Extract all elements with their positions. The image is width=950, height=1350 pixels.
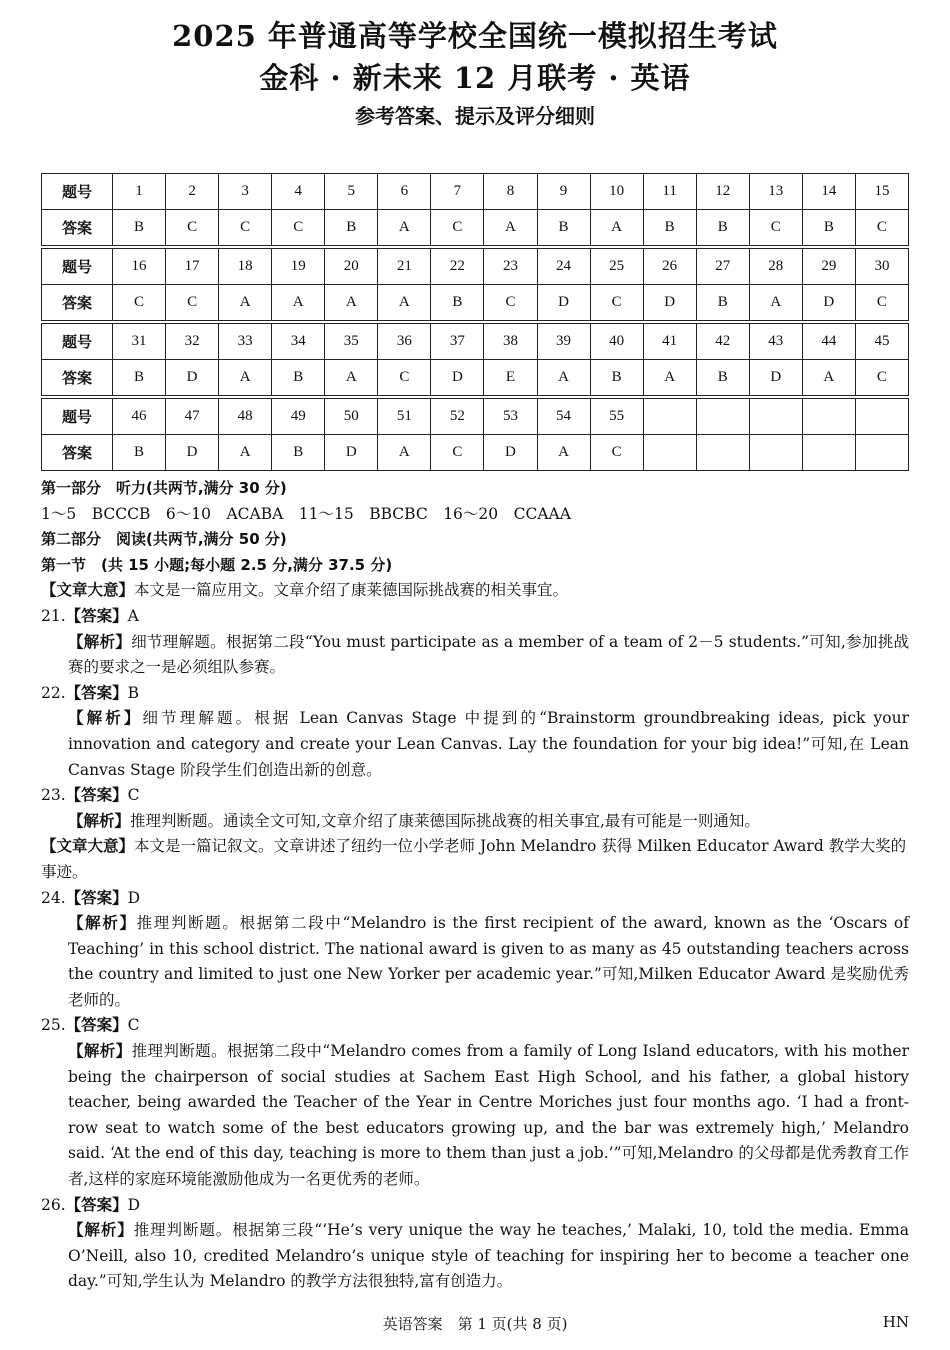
answer-cell: D xyxy=(166,360,219,398)
analysis-label: 【解析】 xyxy=(68,1221,134,1240)
answer-cell: C xyxy=(378,360,431,398)
question-number-cell: 24 xyxy=(537,247,590,285)
q26-analysis xyxy=(41,1218,909,1295)
answer-cell: D xyxy=(325,435,378,471)
q-number: 21. xyxy=(41,606,66,625)
analysis-label: 【解析】 xyxy=(68,709,143,728)
analysis-text: 推理判断题。根据第二段中“Melandro is the first recipient of the award, known as the ‘Oscars of Teaching’ in this school district. The national award is given to as many as 45 outstanding teachers across the country and limited to just one New Yorker per academic year.”可知,Milken Educator Award 是奖励优秀老师的。 xyxy=(68,914,909,1009)
answer-label: 【答案】 xyxy=(65,683,128,702)
answer-cell: B xyxy=(113,360,166,398)
answer-label: 【答案】 xyxy=(65,786,128,805)
answer-value: C xyxy=(127,1016,140,1035)
answer-cell: D xyxy=(431,360,484,398)
summary-text: 本文是一篇应用文。文章介绍了康莱德国际挑战赛的相关事宜。 xyxy=(134,581,569,600)
summary-text: 本文是一篇记叙文。文章讲述了纽约一位小学老师 John Melandro 获得 Milken Educator Award 教学大奖的事迹。 xyxy=(41,837,907,881)
question-number-cell: 32 xyxy=(166,322,219,360)
question-number-cell: 50 xyxy=(325,397,378,435)
answer-cell: C xyxy=(219,210,272,248)
question-number-cell: 35 xyxy=(325,322,378,360)
q22-answer xyxy=(41,681,909,707)
question-number-label: 题号 xyxy=(42,174,113,210)
answer-cell: A xyxy=(219,435,272,471)
answer-cell: A xyxy=(590,210,643,248)
answer-cell: B xyxy=(802,210,855,248)
question-number-cell: 25 xyxy=(590,247,643,285)
answer-cell: A xyxy=(537,435,590,471)
question-number-cell: 6 xyxy=(378,174,431,210)
answer-cell: D xyxy=(643,285,696,323)
answer-cell: B xyxy=(272,435,325,471)
question-number-cell: 53 xyxy=(484,397,537,435)
region-code: HN xyxy=(882,1313,909,1331)
question-number-cell: 13 xyxy=(749,174,802,210)
answer-cell: C xyxy=(272,210,325,248)
q-number: 24. xyxy=(41,888,66,907)
answer-cell: D xyxy=(484,435,537,471)
answer-cell: C xyxy=(484,285,537,323)
q-number: 26. xyxy=(41,1195,66,1214)
question-number-cell: 40 xyxy=(590,322,643,360)
analysis-label: 【解析】 xyxy=(68,811,131,830)
answer-label: 【答案】 xyxy=(65,1016,128,1035)
question-number-label: 题号 xyxy=(42,322,113,360)
question-number-cell: 29 xyxy=(802,247,855,285)
question-number-cell: 20 xyxy=(325,247,378,285)
exam-subtitle: 金科 · 新未来 12 月联考 · 英语 xyxy=(259,61,691,95)
analysis-text: 细节理解题。根据第二段“You must participate as a member of a team of 2－5 students.”可知,参加挑战赛的要求之一是必须组队参赛。 xyxy=(68,632,909,677)
passage-b-summary xyxy=(41,834,909,885)
question-number-cell: 23 xyxy=(484,247,537,285)
question-number-cell: 12 xyxy=(696,174,749,210)
answer-cell: C xyxy=(749,210,802,248)
answer-cell: A xyxy=(219,285,272,323)
question-number-cell xyxy=(855,397,908,435)
question-number-cell: 49 xyxy=(272,397,325,435)
answer-cell: D xyxy=(749,360,802,398)
exam-title: 2025 年普通高等学校全国统一模拟招生考试 xyxy=(172,19,778,53)
question-number-cell: 39 xyxy=(537,322,590,360)
question-number-cell: 21 xyxy=(378,247,431,285)
answer-label: 【答案】 xyxy=(65,888,128,907)
question-number-cell: 52 xyxy=(431,397,484,435)
q25-answer xyxy=(41,1013,909,1039)
answer-cell: A xyxy=(272,285,325,323)
q-number: 23. xyxy=(41,786,66,805)
summary-label: 【文章大意】 xyxy=(41,581,135,600)
question-number-cell xyxy=(802,397,855,435)
question-number-cell: 4 xyxy=(272,174,325,210)
answer-cell: A xyxy=(325,285,378,323)
answer-cell: A xyxy=(749,285,802,323)
answer-cell: C xyxy=(431,210,484,248)
answer-cell: B xyxy=(696,210,749,248)
question-number-cell: 22 xyxy=(431,247,484,285)
answer-cell: A xyxy=(537,360,590,398)
q23-answer xyxy=(41,783,909,809)
answer-cell: A xyxy=(484,210,537,248)
question-number-cell: 1 xyxy=(113,174,166,210)
answer-value: A xyxy=(127,606,139,625)
answer-row xyxy=(42,435,909,471)
answer-cell: B xyxy=(696,360,749,398)
question-number-cell: 43 xyxy=(749,322,802,360)
question-number-cell: 18 xyxy=(219,247,272,285)
answer-row xyxy=(42,210,909,248)
question-number-cell: 15 xyxy=(855,174,908,210)
q25-analysis xyxy=(41,1039,909,1193)
question-number-cell xyxy=(696,397,749,435)
answer-row xyxy=(42,360,909,398)
question-number-cell: 46 xyxy=(113,397,166,435)
passage-a-summary xyxy=(41,578,909,604)
question-number-cell: 16 xyxy=(113,247,166,285)
question-number-cell: 42 xyxy=(696,322,749,360)
answer-row-label: 答案 xyxy=(42,285,113,323)
analysis-label: 【解析】 xyxy=(68,632,132,651)
question-number-cell: 41 xyxy=(643,322,696,360)
section1-title: 第一节 (共 15 小题;每小题 2.5 分,满分 37.5 分) xyxy=(41,555,393,574)
answer-cell: B xyxy=(590,360,643,398)
question-number-cell: 55 xyxy=(590,397,643,435)
answer-explanations xyxy=(41,476,909,1295)
q24-analysis xyxy=(41,911,909,1013)
question-number-cell: 38 xyxy=(484,322,537,360)
question-number-cell: 54 xyxy=(537,397,590,435)
q26-answer xyxy=(41,1193,909,1219)
analysis-label: 【解析】 xyxy=(68,1042,132,1061)
question-number-cell: 27 xyxy=(696,247,749,285)
question-number-cell: 26 xyxy=(643,247,696,285)
question-number-cell: 31 xyxy=(113,322,166,360)
answer-cell: D xyxy=(537,285,590,323)
analysis-text: 推理判断题。通读全文可知,文章介绍了康莱德国际挑战赛的相关事宜,最有可能是一则通知。 xyxy=(130,811,760,830)
answer-row-label: 答案 xyxy=(42,360,113,398)
answer-cell: D xyxy=(802,285,855,323)
analysis-text: 推理判断题。根据第三段“‘He’s very unique the way he teaches,’ Malaki, 10, told the media. Emma O’Neill, also 10, credited Melandro’s unique style of teaching for inspiring her to become a teacher one day.”可知,学生认为 Melandro 的教学方法很独特,富有创造力。 xyxy=(68,1221,909,1291)
answer-cell: C xyxy=(855,360,908,398)
question-number-cell: 51 xyxy=(378,397,431,435)
part2-title: 第二部分 阅读(共两节,满分 50 分) xyxy=(41,530,287,549)
q21-analysis xyxy=(41,630,909,681)
analysis-text: 细节理解题。根据 Lean Canvas Stage 中提到的“Brainstorm groundbreaking ideas, pick your innovation and category and create your Lean Canvas. Lay the foundation for your big idea!”可知,在 Lean Canvas Stage 阶段学生们创造出新的创意。 xyxy=(68,709,909,779)
question-number-cell: 9 xyxy=(537,174,590,210)
question-number-cell: 33 xyxy=(219,322,272,360)
answer-cell: C xyxy=(113,285,166,323)
question-number-cell: 28 xyxy=(749,247,802,285)
question-number-cell: 36 xyxy=(378,322,431,360)
answer-cell xyxy=(696,435,749,471)
question-number-cell: 44 xyxy=(802,322,855,360)
question-number-cell: 45 xyxy=(855,322,908,360)
answer-label: 【答案】 xyxy=(65,606,128,625)
answer-cell: A xyxy=(378,435,431,471)
answer-value: B xyxy=(127,683,140,702)
question-number-cell: 30 xyxy=(855,247,908,285)
answer-cell: B xyxy=(696,285,749,323)
q22-analysis xyxy=(41,706,909,783)
question-number-cell xyxy=(749,397,802,435)
answer-label: 【答案】 xyxy=(65,1195,128,1214)
answer-cell: C xyxy=(431,435,484,471)
answer-cell: A xyxy=(219,360,272,398)
answer-value: D xyxy=(127,888,141,907)
part1-title: 第一部分 听力(共两节,满分 30 分) xyxy=(41,479,287,497)
page-footer: 英语答案 第 1 页(共 8 页) xyxy=(382,1315,568,1333)
answer-cell: A xyxy=(378,285,431,323)
question-number-cell: 2 xyxy=(166,174,219,210)
question-number-cell: 7 xyxy=(431,174,484,210)
answer-cell: B xyxy=(643,210,696,248)
question-number-cell: 48 xyxy=(219,397,272,435)
question-number-cell: 10 xyxy=(590,174,643,210)
summary-label: 【文章大意】 xyxy=(41,837,135,856)
question-number-row xyxy=(42,247,909,285)
answer-cell xyxy=(855,435,908,471)
analysis-label: 【解析】 xyxy=(68,914,137,933)
answer-cell: C xyxy=(590,435,643,471)
answer-cell: C xyxy=(166,210,219,248)
question-number-row xyxy=(42,397,909,435)
doc-heading: 参考答案、提示及评分细则 xyxy=(355,104,595,128)
q-number: 22. xyxy=(41,683,66,702)
q-number: 25. xyxy=(41,1016,66,1035)
answer-cell xyxy=(643,435,696,471)
question-number-cell: 17 xyxy=(166,247,219,285)
answer-cell: C xyxy=(855,285,908,323)
answer-cell: A xyxy=(378,210,431,248)
part1-answers: 1～5 BCCCB 6～10 ACABA 11～15 BBCBC 16～20 CCAAA xyxy=(41,504,571,523)
answer-row-label: 答案 xyxy=(42,210,113,248)
answer-row-label: 答案 xyxy=(42,435,113,471)
q21-answer xyxy=(41,604,909,630)
answer-cell: C xyxy=(590,285,643,323)
question-number-cell: 8 xyxy=(484,174,537,210)
answer-cell: E xyxy=(484,360,537,398)
q23-analysis xyxy=(41,809,909,835)
question-number-label: 题号 xyxy=(42,397,113,435)
answer-cell: B xyxy=(113,435,166,471)
question-number-cell: 3 xyxy=(219,174,272,210)
answer-cell: D xyxy=(166,435,219,471)
question-number-cell xyxy=(643,397,696,435)
answer-cell: B xyxy=(325,210,378,248)
answer-value: D xyxy=(127,1195,141,1214)
answer-cell: A xyxy=(802,360,855,398)
question-number-cell: 14 xyxy=(802,174,855,210)
question-number-cell: 47 xyxy=(166,397,219,435)
answer-cell: B xyxy=(431,285,484,323)
question-number-row xyxy=(42,322,909,360)
answer-cell: B xyxy=(272,360,325,398)
answer-value: C xyxy=(127,786,140,805)
question-number-cell: 34 xyxy=(272,322,325,360)
answer-cell: B xyxy=(537,210,590,248)
answer-cell: C xyxy=(855,210,908,248)
answer-cell: B xyxy=(113,210,166,248)
answer-table xyxy=(41,173,909,471)
answer-cell: C xyxy=(166,285,219,323)
answer-cell: A xyxy=(325,360,378,398)
question-number-cell: 5 xyxy=(325,174,378,210)
analysis-text: 推理判断题。根据第二段中“Melandro comes from a family of Long Island educators, with his mother being the chairperson of social studies at Sachem East High School, and his father, a global history teacher, being awarded the Teacher of the Year in Centre Moriches just four months ago. ‘I had a front-row seat to watch some of the best educators growing up, and the bar was extremely high,’ Melandro said. ‘At the end of this day, teaching is more to them than just a job.’”可知,Melandro 的父母都是优秀教育工作者,这样的家庭环境能激励他成为一名更优秀的老师。 xyxy=(68,1042,909,1189)
question-number-cell: 37 xyxy=(431,322,484,360)
q24-answer xyxy=(41,886,909,912)
answer-row xyxy=(42,285,909,323)
answer-cell xyxy=(802,435,855,471)
question-number-cell: 11 xyxy=(643,174,696,210)
question-number-label: 题号 xyxy=(42,247,113,285)
question-number-row xyxy=(42,174,909,210)
answer-cell: A xyxy=(643,360,696,398)
question-number-cell: 19 xyxy=(272,247,325,285)
answer-cell xyxy=(749,435,802,471)
